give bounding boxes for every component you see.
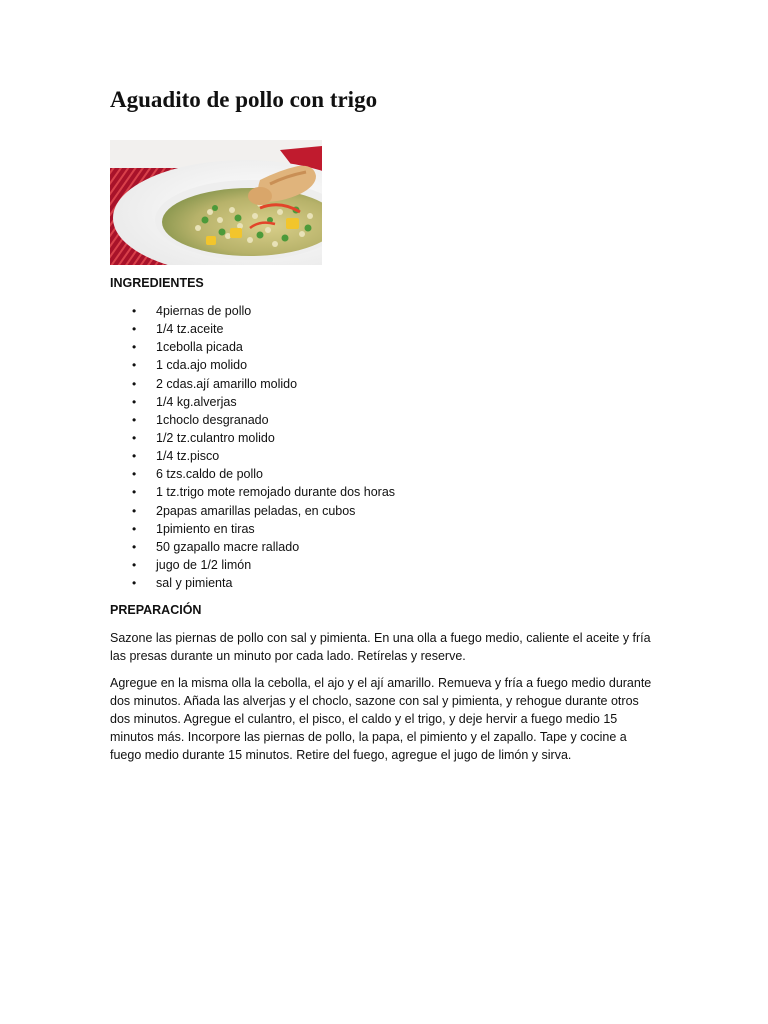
ingredient-text: 4piernas de pollo — [156, 304, 252, 318]
ingredient-text: 1/4 tz.pisco — [156, 449, 220, 464]
ingredients-heading: INGREDIENTES — [110, 276, 204, 290]
list-item — [110, 411, 395, 429]
bullet-icon: • — [132, 467, 137, 482]
bullet-icon: • — [132, 576, 137, 591]
ingredient-text: 1/4 tz.aceite — [156, 322, 224, 337]
list-item — [110, 393, 395, 411]
recipe-title: Aguadito de pollo con trigo — [110, 87, 378, 112]
bullet-icon: • — [132, 340, 137, 355]
bullet-icon: • — [132, 430, 137, 445]
ingredient-text: 1/2 tz.culantro molido — [156, 430, 275, 445]
list-item — [110, 520, 395, 538]
ingredient-text: 1 cda.ajo molido — [156, 358, 248, 373]
bullet-icon: • — [132, 485, 137, 500]
bullet-icon: • — [132, 412, 137, 427]
recipe-photo-image — [110, 140, 322, 265]
ingredient-text: 1pimiento en tiras — [156, 521, 255, 536]
preparation-paragraph-1: Sazone las piernas de pollo con sal y pimienta. En una olla a fuego medio, caliente el aceite y fría las presas durante un minuto por cada lado. Retírelas y reserve. — [110, 631, 651, 663]
ingredient-text: jugo de 1/2 limón — [156, 557, 252, 572]
bullet-icon: • — [132, 521, 137, 536]
bullet-icon: • — [132, 539, 137, 554]
bullet-icon: • — [132, 449, 137, 464]
ingredient-text: 2papas amarillas peladas, en cubos — [156, 503, 356, 518]
recipe-photo — [110, 140, 322, 265]
bullet-icon: • — [132, 358, 137, 373]
ingredient-text: 1 tz.trigo mote remojado durante dos horas — [156, 485, 396, 500]
bullet-icon: • — [132, 394, 137, 409]
ingredient-text: 6 tzs.caldo de pollo — [156, 467, 264, 482]
ingredient-text: 1/4 kg.alverjas — [156, 394, 237, 409]
ingredient-text: 1cebolla picada — [156, 340, 243, 355]
ingredients-list — [110, 302, 395, 592]
list-item — [110, 447, 395, 465]
ingredient-text: sal y pimienta — [156, 576, 233, 591]
preparation-heading: PREPARACIÓN — [110, 603, 202, 617]
ingredient-text: 50 gzapallo macre rallado — [156, 539, 300, 554]
list-item — [110, 338, 395, 356]
ingredient-text: 1choclo desgranado — [156, 412, 269, 427]
list-item — [110, 556, 395, 574]
bullet-icon: • — [132, 304, 137, 318]
list-item — [110, 302, 395, 320]
bullet-icon: • — [132, 322, 137, 337]
ingredient-text: 2 cdas.ají amarillo molido — [156, 376, 298, 391]
list-item — [110, 429, 395, 447]
list-item — [110, 538, 395, 556]
list-item — [110, 356, 395, 374]
bullet-icon: • — [132, 376, 137, 391]
list-item — [110, 320, 395, 338]
bullet-icon: • — [132, 557, 137, 572]
list-item — [110, 483, 395, 501]
list-item — [110, 574, 395, 592]
bullet-icon: • — [132, 503, 137, 518]
list-item — [110, 375, 395, 393]
list-item — [110, 502, 395, 520]
preparation-paragraph-2: Agregue en la misma olla la cebolla, el ajo y el ají amarillo. Remueva y fría a fuego medio durante dos minutos. Añada las alverjas y el choclo, sazone con sal y pimienta, y rehogue durante otros dos minutos. Agregue el culantro, el pisco, el caldo y el trigo, y deje hervir a fuego medio 15 minutos más. Incorpore las piernas de pollo, la papa, el pimiento y el zapallo. Tape y cocine a fuego medio durante 15 minutos. Retire del fuego, agregue el jugo de limón y sirva. — [110, 676, 652, 762]
list-item — [110, 465, 395, 483]
